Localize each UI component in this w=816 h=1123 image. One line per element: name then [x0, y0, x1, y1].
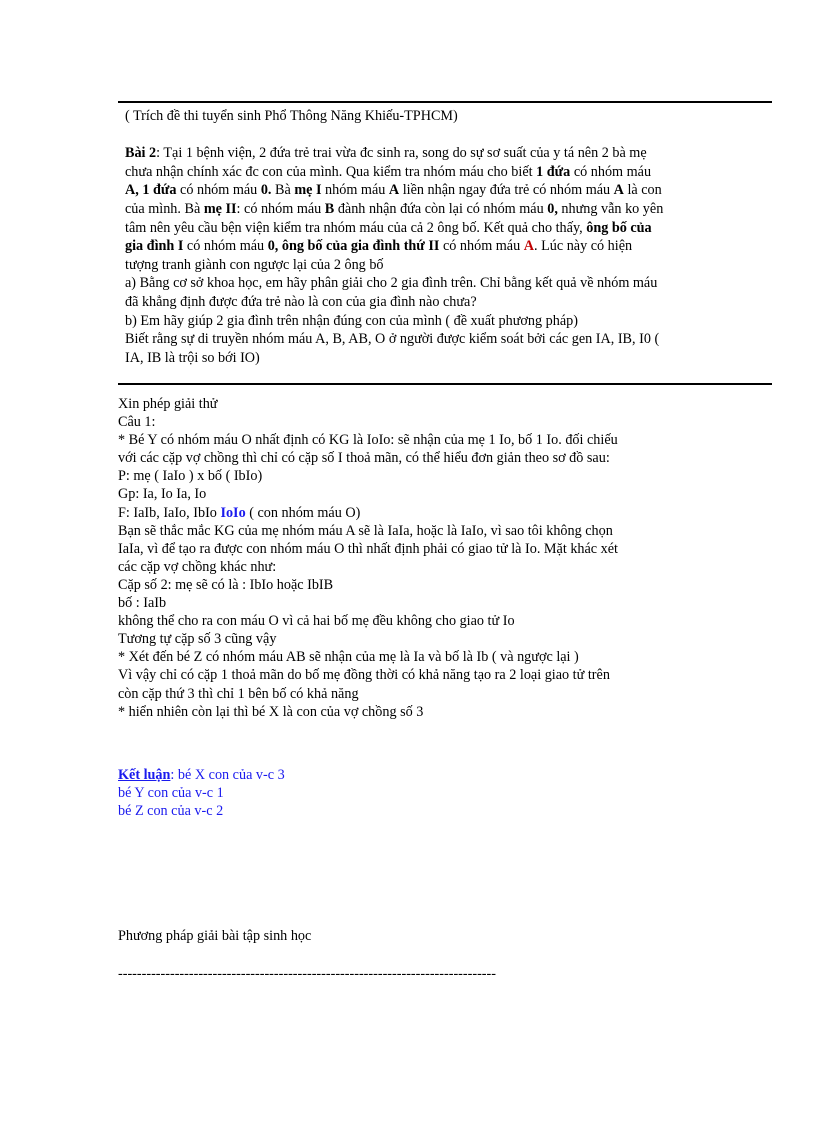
- problem-line: [125, 219, 765, 238]
- source-note: ( Trích đề thi tuyển sinh Phổ Thông Năng Khiếu-TPHCM): [125, 108, 458, 124]
- solution-section: [118, 395, 778, 721]
- text: có nhóm máu: [183, 238, 268, 255]
- text: đành nhận đứa còn lại có nhóm máu: [334, 200, 548, 217]
- solution-line: Xin phép giải thử: [118, 396, 218, 412]
- dashed-separator: --------------------------------------------------------------------------------: [118, 966, 496, 982]
- text: . Lúc này có hiện: [534, 238, 633, 255]
- problem-line: b) Em hãy giúp 2 gia đình trên nhận đúng con của mình ( đề xuất phương pháp): [125, 312, 578, 329]
- red-text: A: [523, 238, 534, 255]
- highlight-genotype: IoIo: [220, 504, 246, 521]
- text: tâm nên yêu cầu bện viện kiểm tra nhóm máu của cả 2 ông bố. Kết quả cho thấy,: [125, 219, 587, 236]
- text: : bé X con của v-c 3: [170, 767, 285, 783]
- conclusion-section: [118, 766, 778, 820]
- spacer: [125, 126, 765, 145]
- problem-line: Biết rằng sự di truyền nhóm máu A, B, AB, O ở người được kiểm soát bởi các gen IA, IB, I0 (: [125, 331, 660, 348]
- solution-line: Cặp số 2: mẹ sẽ có là : IbIo hoặc IbIB: [118, 576, 334, 593]
- bottom-rule: [118, 383, 772, 385]
- bold-text: 0.: [260, 182, 272, 199]
- bold-text: 0, ông bố của gia đình thứ II: [267, 238, 440, 255]
- solution-line: * hiển nhiên còn lại thì bé X là con của vợ chồng số 3: [118, 703, 424, 720]
- solution-line: các cặp vợ chồng khác như:: [118, 558, 277, 575]
- solution-line: không thể cho ra con máu O vì cả hai bố mẹ đều không cho giao tử Io: [118, 613, 515, 630]
- text: liền nhận ngay đứa trẻ có nhóm máu: [399, 182, 614, 199]
- problem-line: [125, 200, 765, 219]
- solution-line: * Bé Y có nhóm máu O nhất định có KG là IoIo: sẽ nhận của mẹ 1 Io, bố 1 Io. đối chiếu: [118, 432, 618, 449]
- solution-line: bố : IaIb: [118, 595, 167, 612]
- bold-text: 1 đứa: [536, 163, 571, 180]
- text: : Tại 1 bệnh viện, 2 đứa trẻ trai vừa đc sinh ra, song do sự sơ suất của y tá nên 2 bà mẹ: [156, 145, 647, 162]
- bold-text: mẹ II: [203, 200, 237, 217]
- bold-text: 0,: [547, 200, 558, 217]
- text: của mình. Bà: [125, 200, 204, 217]
- bold-text: mẹ I: [294, 182, 322, 199]
- text: : có nhóm máu: [236, 200, 325, 217]
- bold-text: A: [388, 182, 400, 199]
- problem-line: a) Bằng cơ sở khoa học, em hãy phân giải cho 2 gia đình trên. Chỉ bằng kết quả về nhóm máu: [125, 275, 658, 292]
- text: Bà: [271, 182, 295, 199]
- text: F: IaIb, IaIo, IbIo: [118, 504, 221, 521]
- solution-line: * Xét đến bé Z có nhóm máu AB sẽ nhận của mẹ là Ia và bố là Ib ( và ngược lại ): [118, 649, 579, 666]
- problem-line: IA, IB là trội so bới IO): [125, 349, 260, 366]
- conclusion-label: Kết luận: [118, 767, 171, 783]
- text: nhóm máu: [321, 182, 389, 199]
- solution-line: IaIa, vì để tạo ra được con nhóm máu O thì nhất định phải có giao tử là Io. Mặt khác xét: [118, 540, 618, 557]
- bold-text: A, 1 đứa: [125, 182, 177, 199]
- solution-line: Câu 1:: [118, 414, 156, 431]
- text: có nhóm máu: [439, 238, 524, 255]
- solution-line: Bạn sẽ thắc mắc KG của mẹ nhóm máu A sẽ là IaIa, hoặc là IaIo, vì sao tôi không chọn: [118, 522, 613, 539]
- bold-text: B: [324, 200, 335, 217]
- bold-text: ông bố của: [586, 219, 652, 236]
- problem-line: đã khẳng định được đứa trẻ nào là con của gia đình nào chưa?: [125, 293, 477, 310]
- problem-line: [125, 163, 765, 182]
- conclusion-line: bé Z con của v-c 2: [118, 803, 224, 820]
- problem-box: [125, 107, 765, 367]
- problem-line: [125, 181, 765, 200]
- solution-line: [118, 504, 778, 522]
- problem-line: [125, 144, 765, 163]
- text: là con: [623, 182, 662, 199]
- text: ( con nhóm máu O): [245, 504, 361, 521]
- problem-line: tượng tranh giành con ngược lại của 2 ông bố: [125, 256, 384, 273]
- conclusion-line: bé Y con của v-c 1: [118, 785, 224, 802]
- solution-line: Vì vậy chỉ có cặp 1 thoả mãn do bố mẹ đồng thời có khả năng tạo ra 2 loại giao tử trên: [118, 667, 610, 684]
- text: có nhóm máu: [176, 182, 261, 199]
- problem-line: [125, 237, 765, 256]
- problem-title: Bài 2: [125, 145, 157, 162]
- text: nhưng vẫn ko yên: [557, 200, 664, 217]
- text: có nhóm máu: [570, 163, 652, 180]
- solution-line: Gp: Ia, Io Ia, Io: [118, 486, 207, 503]
- bold-text: A: [613, 182, 624, 199]
- solution-line: P: mẹ ( IaIo ) x bố ( IbIo): [118, 468, 263, 485]
- top-rule: [118, 101, 772, 103]
- text: chưa nhận chính xác đc con của mình. Qua kiểm tra nhóm máu cho biết: [125, 163, 537, 180]
- solution-line: Tương tự cặp số 3 cũng vậy: [118, 631, 277, 648]
- conclusion-line: [118, 766, 778, 784]
- footer-text: Phương pháp giải bài tập sinh học: [118, 928, 312, 944]
- solution-line: với các cặp vợ chồng thì chỉ có cặp số I thoả mãn, có thể hiểu đơn giản theo sơ đồ sau:: [118, 450, 610, 467]
- solution-line: còn cặp thứ 3 thì chỉ 1 bên bố có khả năng: [118, 685, 359, 702]
- bold-text: gia đình I: [125, 238, 184, 255]
